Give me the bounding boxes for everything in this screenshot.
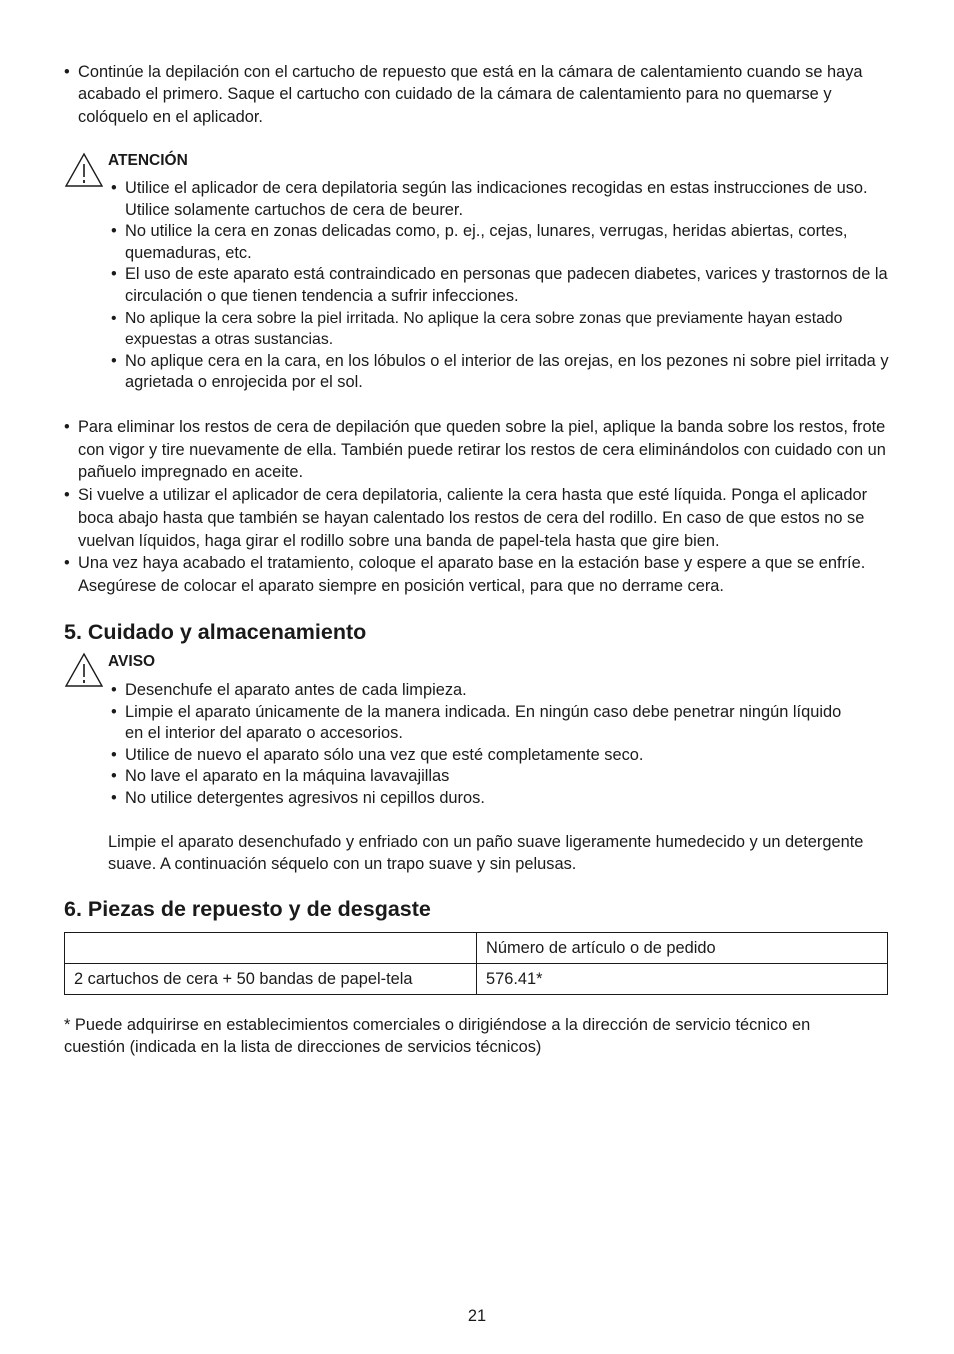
attention-item-text: Utilice el aplicador de cera depilatoria según las indicaciones recogidas en estas instrucciones de uso. Utilice solamente cartuchos de cera de beurer.: [125, 179, 868, 219]
bullet-dot: •: [111, 222, 117, 241]
aftercare-item: [64, 552, 892, 597]
attention-item: [111, 178, 891, 221]
attention-list: [111, 178, 891, 394]
attention-item: [111, 221, 891, 264]
notice-item: [111, 680, 851, 702]
attention-item: [111, 351, 891, 394]
notice-item-text: Limpie el aparato únicamente de la manera indicada. En ningún caso debe penetrar ningún líquido en el interior del aparato o accesorios.: [125, 702, 842, 743]
attention-item-text: No utilice la cera en zonas delicadas como, p. ej., cejas, lunares, verrugas, heridas abiertas, cortes, quemaduras, etc.: [125, 222, 848, 262]
bullet-dot: •: [64, 418, 70, 436]
bullet-dot: •: [111, 745, 117, 764]
section-5-title: 5. Cuidado y almacenamiento: [64, 620, 367, 644]
notice-item: [111, 788, 851, 810]
attention-item: [111, 264, 891, 307]
bullet-dot: •: [111, 702, 117, 721]
warning-triangle-icon: [64, 152, 104, 188]
bullet-dot: •: [64, 554, 70, 573]
aftercare-item-text: Para eliminar los restos de cera de depilación que queden sobre la piel, aplique la banda sobre los restos, frote con vigor y tire nuevamente de ella. También puede retirar los restos de cera eliminándolos con cuidado con un pañuelo impregnado en aceite.: [78, 418, 886, 482]
bullet-dot: •: [64, 486, 70, 505]
table-row: [65, 964, 888, 995]
notice-item-text: Utilice de nuevo el aparato sólo una vez que esté completamente seco.: [125, 745, 644, 764]
table-header-cell: [65, 933, 477, 964]
notice-item: [111, 766, 851, 788]
bullet-dot: •: [111, 309, 117, 327]
attention-item-text: No aplique la cera sobre la piel irritada. No aplique la cera sobre zonas que previamente hayan estado expuestas a otras sustancias.: [125, 309, 843, 349]
table-header-cell: Número de artículo o de pedido: [477, 933, 888, 964]
notice-item: [111, 702, 851, 745]
notice-item-text: Desenchufe el aparato antes de cada limpieza.: [125, 681, 467, 699]
cleaning-text: Limpie el aparato desenchufado y enfriado con un paño suave ligeramente humedecido y un detergente suave. A continuación séquelo con un trapo suave y sin pelusas.: [108, 833, 864, 874]
table-cell-item: 2 cartuchos de cera + 50 bandas de papel-tela: [65, 964, 477, 995]
notice-item: [111, 745, 851, 767]
bullet-dot: •: [111, 351, 117, 370]
bullet-dot: •: [111, 265, 117, 284]
attention-heading: ATENCIÓN: [108, 152, 188, 169]
bullet-dot: •: [111, 179, 117, 197]
bullet-dot: •: [111, 681, 117, 699]
intro-bullet: [64, 61, 890, 128]
table-cell-article-number: 576.41*: [477, 964, 888, 995]
notice-item-text: No lave el aparato en la máquina lavavajillas: [125, 767, 450, 786]
notice-list: [111, 680, 851, 810]
footnote: * Puede adquirirse en establecimientos comerciales o dirigiéndose a la dirección de servicio técnico en cuestión (indicada en la lista de direcciones de servicios técnicos): [64, 1016, 811, 1057]
page-number: 21: [467, 1307, 487, 1325]
warning-triangle-icon: [64, 652, 104, 688]
table-header-row: [65, 933, 888, 964]
attention-item-text: El uso de este aparato está contraindicado en personas que padecen diabetes, varices y trastornos de la circulación o que tienen tendencia a sufrir infecciones.: [125, 265, 888, 305]
attention-item: [111, 308, 891, 351]
spare-parts-table: [64, 932, 888, 995]
notice-item-text: No utilice detergentes agresivos ni cepillos duros.: [125, 788, 485, 807]
section-6-title: 6. Piezas de repuesto y de desgaste: [64, 897, 431, 921]
bullet-dot: •: [111, 767, 117, 786]
aftercare-item: [64, 416, 892, 484]
attention-item-text: No aplique cera en la cara, en los lóbulos o el interior de las orejas, en los pezones ni sobre piel irritada y agrietada o enrojecida por el sol.: [125, 351, 889, 392]
intro-bullet-text: Continúe la depilación con el cartucho de repuesto que está en la cámara de calentamiento cuando se haya acabado el primero. Saque el cartucho con cuidado de la cámara de calentamiento para no quemarse y colóquelo en el aplicador.: [78, 63, 863, 126]
bullet-dot: •: [64, 63, 70, 81]
notice-heading: AVISO: [108, 653, 156, 670]
aftercare-item-text: Si vuelve a utilizar el aplicador de cera depilatoria, caliente la cera hasta que esté líquida. Ponga el aplicador boca abajo hasta que también se hayan calentado los restos de cera del rodillo. En caso de que estos no se vuelvan líquidos, haga girar el rodillo sobre una banda de papel-tela hasta que gire bien.: [78, 486, 868, 550]
aftercare-item: [64, 484, 892, 552]
aftercare-list: [64, 416, 892, 598]
aftercare-item-text: Una vez haya acabado el tratamiento, coloque el aparato base en la estación base y espere a que se enfríe. Asegúrese de colocar el aparato siempre en posición vertical, para que no derrame cera.: [78, 554, 866, 595]
bullet-dot: •: [111, 788, 117, 807]
